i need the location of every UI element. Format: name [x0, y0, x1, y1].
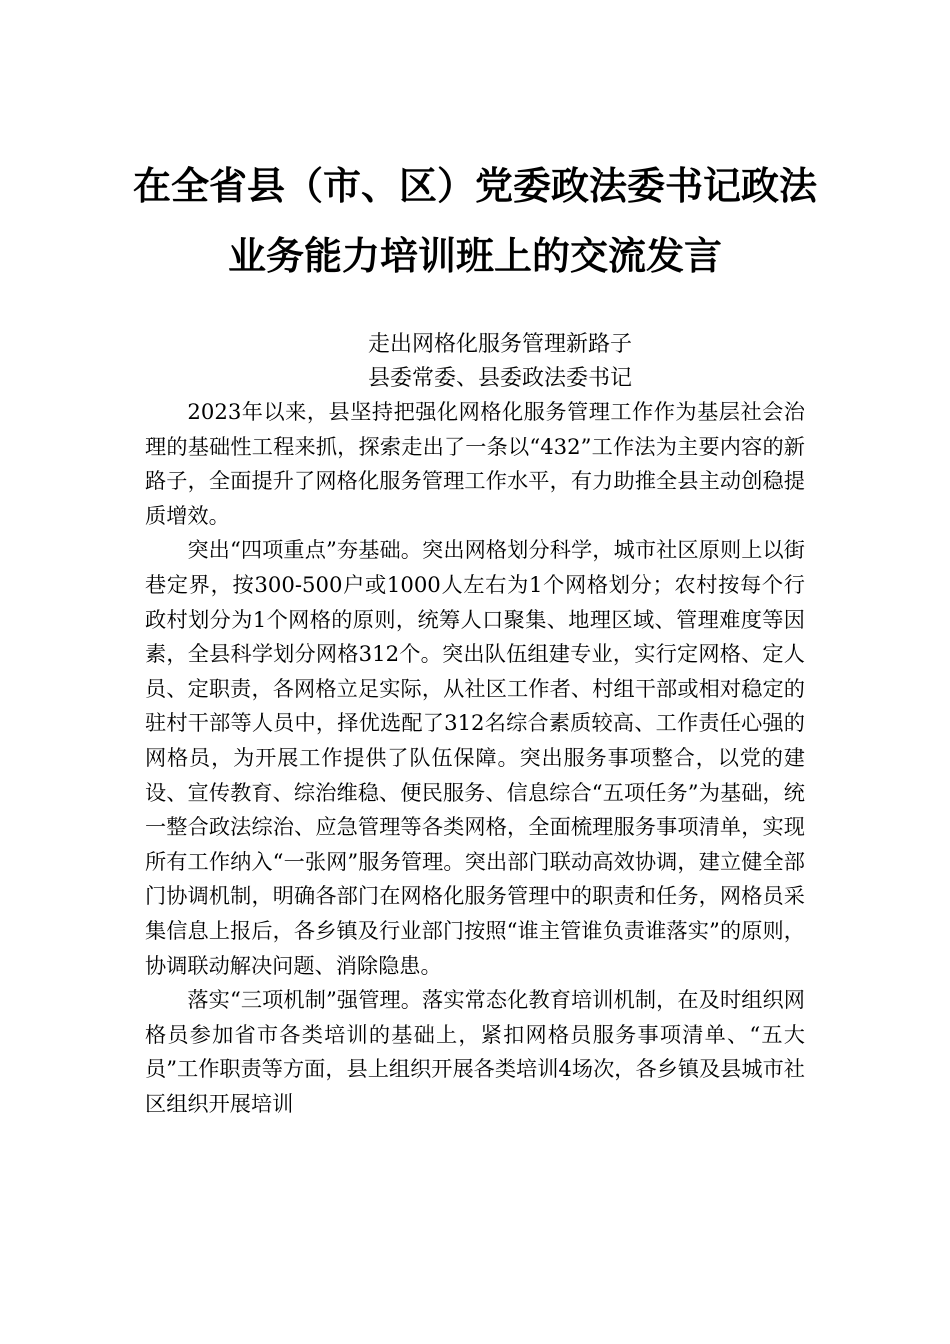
document-title-line-1: 在全省县（市、区）党委政法委书记政法 — [132, 163, 817, 208]
document-body — [145, 395, 805, 1121]
paragraph-four-priorities: 突出“四项重点”夯基础。突出网格划分科学，城市社区原则上以街巷定界，按300-500户或1000人左右为1个网格划分；农村按每个行政村划分为1个网格的原则，统筹人口聚集、地理区域、管理难度等因素，全县科学划分网格312个。突出队伍组建专业，实行定网格、定人员、定职责，各网格立足实际，从社区工作者、村组干部或相对稳定的驻村干部等人员中，择优选配了312名综合素质较高、工作责任心强的网格员，为开展工作提供了队伍保障。突出服务事项整合，以党的建设、宣传教育、综治维稳、便民服务、信息综合“五项任务”为基础，统一整合政法综治、应急管理等各类网格，全面梳理服务事项清单，实现所有工作纳入“一张网”服务管理。突出部门联动高效协调，建立健全部门协调机制，明确各部门在网格化服务管理中的职责和任务，网格员采集信息上报后，各乡镇及行业部门按照“谁主管谁负责谁落实”的原则，协调联动解决问题、消除隐患。 — [145, 537, 805, 978]
document-title-line-2: 业务能力培训班上的交流发言 — [227, 233, 722, 278]
paragraph-intro: 2023年以来，县坚持把强化网格化服务管理工作作为基层社会治理的基础性工程来抓，探索走出了一条以“432”工作法为主要内容的新路子，全面提升了网格化服务管理工作水平，有力助推全县主动创稳提质增效。 — [145, 399, 805, 528]
paragraph-three-mechanisms: 落实“三项机制”强管理。落实常态化教育培训机制，在及时组织网格员参加省市各类培训的基础上，紧扣网格员服务事项清单、“五大员”工作职责等方面，县上组织开展各类培训4场次，各乡镇及县城市社区组织开展培训 — [145, 987, 805, 1116]
document-subtitle: 走出网格化服务管理新路子 — [367, 332, 632, 357]
speaker-position: 县委常委、县委政法委书记 — [367, 366, 632, 391]
